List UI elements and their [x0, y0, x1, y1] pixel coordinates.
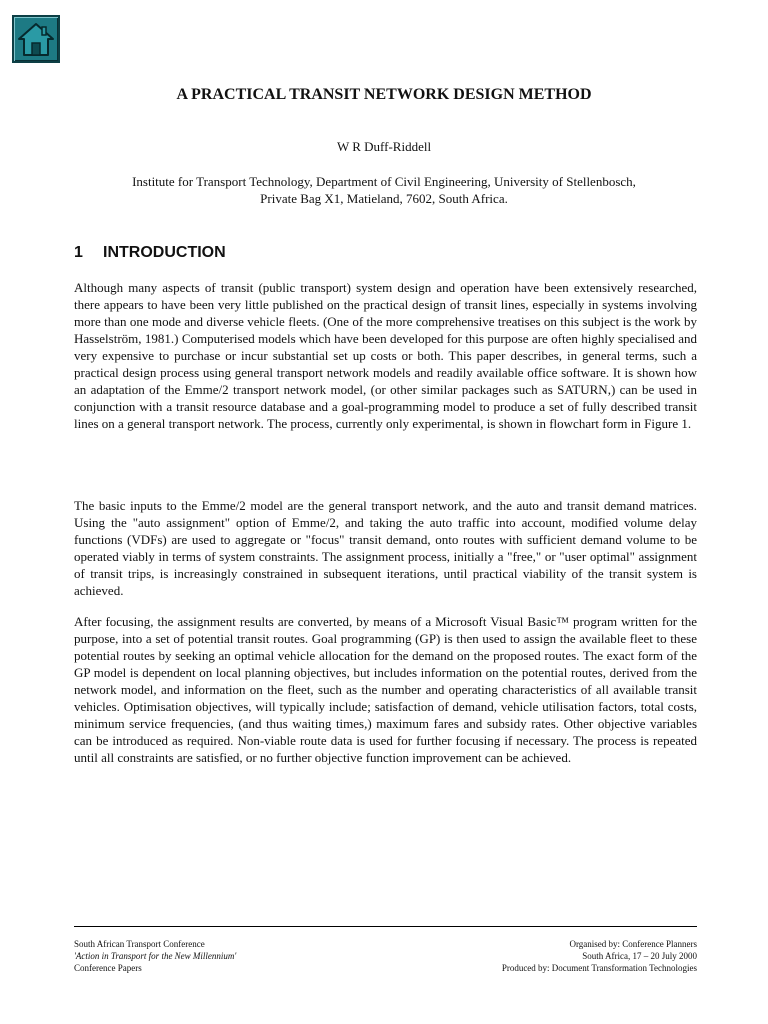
- footer-right: [502, 938, 697, 974]
- section-title: INTRODUCTION: [103, 244, 226, 261]
- author-name: W R Duff-Riddell: [336, 139, 432, 154]
- footer-organiser: Organised by: Conference Planners: [569, 939, 697, 949]
- section-number: 1: [74, 244, 83, 261]
- home-button[interactable]: [12, 15, 60, 63]
- body-paragraph: After focusing, the assignment results are converted, by means of a Microsoft Visual Basic™ program written for the purpose, into a set of potential transit routes. Goal programming (GP) is then used to assign the available fleet to these potential routes by seeking an optimal vehicle allocation for the demand on the proposed routes. The exact form of the GP model is dependent on local planning objectives, but includes information on the potential routes, derived from the network model, and information on the fleet, such as the number and operating characteristics of all available transit vehicles. Optimisation objectives, will typically include; satisfaction of demand, vehicle utilisation factors, total costs, minimum service frequencies, (and thus waiting times,) maximum fares and subsidy rates. Other objective variables can be introduced as required. Non-viable route data is used for further focusing if necessary. The process is repeated until all constraints are satisfied, or no further objective function improvement can be achieved.: [74, 614, 697, 765]
- affiliation: [70, 173, 698, 207]
- footer-dates: South Africa, 17 – 20 July 2000: [582, 951, 697, 961]
- footer-producer: Produced by: Document Transformation Technologies: [501, 963, 697, 973]
- affiliation-line: Private Bag X1, Matieland, 7602, South Africa.: [260, 191, 508, 206]
- body-paragraph: The basic inputs to the Emme/2 model are the general transport network, and the auto and transit demand matrices. Using the "auto assignment" option of Emme/2, and taking the auto traffic into account, modified volume delay functions (VDFs) are used to aggregate or "focus" transit demand, onto routes with sufficient demand volume to be operated viably in terms of system constraints. The assignment process, initially a "free," or "user optimal" assignment of transit trips, is increasingly constrained in subsequent iterations, until practical viability of the transit system is achieved.: [74, 498, 697, 598]
- footer-theme: 'Action in Transport for the New Millennium': [74, 951, 237, 961]
- body-paragraph: Although many aspects of transit (public transport) system design and operation have been extensively researched, there appears to have been very little published on the practical design of transit lines, especially in systems involving more than one mode and diverse vehicle fleets. (One of the more comprehensive treatises on this subject is the work by Hasselström, 1981.) Computerised models which have been developed for this purpose are often highly specialised and very expensive to purchase or incur substantial set up costs or both. This paper describes, in general terms, such a practical design process using general transport network models and readily available office software. It is shown how an adaptation of the Emme/2 transport network model, (or other similar packages such as SATURN,) can be used in conjunction with a transit resource database and a goal-programming model to produce a set of fully described transit lines on a general transport network. The process, currently only experimental, is shown in flowchart form in Figure 1.: [74, 280, 697, 431]
- footer-divider: [74, 926, 697, 927]
- affiliation-line: Institute for Transport Technology, Department of Civil Engineering, University of Stellenbosch,: [132, 174, 636, 189]
- home-icon: [14, 17, 58, 61]
- footer-papers: Conference Papers: [74, 963, 142, 973]
- paper-title: A PRACTICAL TRANSIT NETWORK DESIGN METHOD: [176, 86, 592, 103]
- footer-left: [74, 938, 236, 974]
- section-heading: [74, 244, 226, 262]
- footer-conference: South African Transport Conference: [74, 939, 205, 949]
